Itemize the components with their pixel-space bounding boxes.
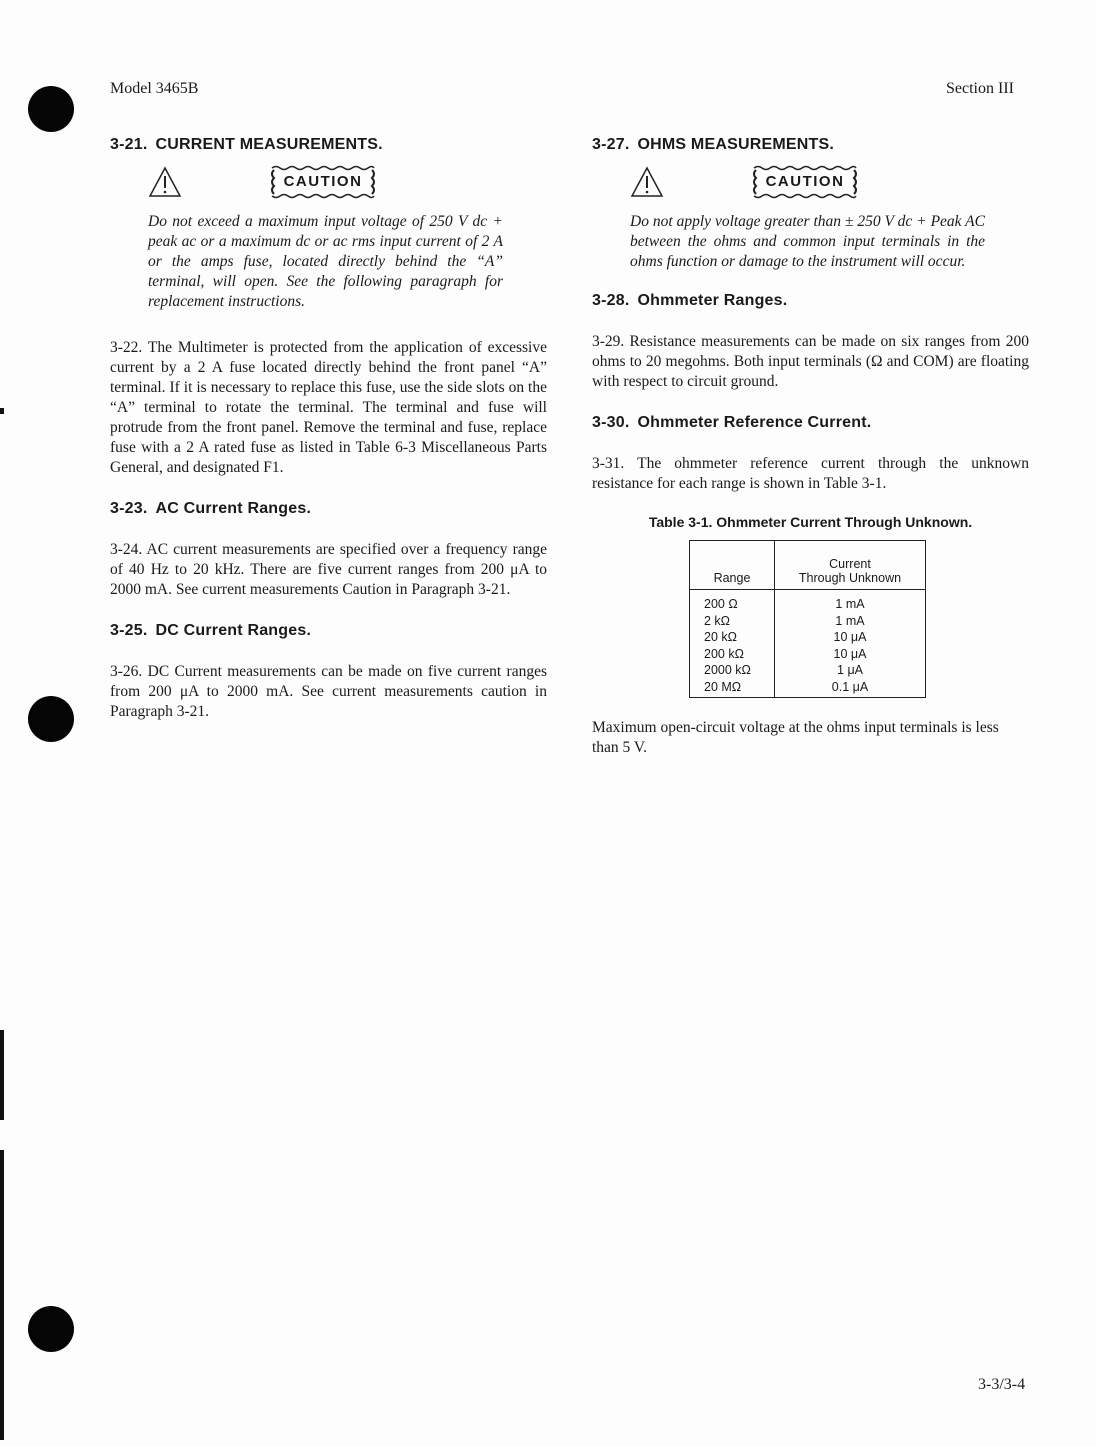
left-column <box>110 136 547 722</box>
heading-3-25: 3-25. DC Current Ranges. <box>110 622 312 639</box>
page-number: 3-3/3-4 <box>978 1376 1026 1393</box>
table-row: 2000 kΩ 1 μA <box>690 662 926 679</box>
paragraph-max-voltage: Maximum open-circuit voltage at the ohms input terminals is less than 5 V. <box>592 719 999 756</box>
table-caption: Table 3-1. Ohmmeter Current Through Unknown. <box>648 514 973 530</box>
warning-triangle-icon <box>630 166 664 198</box>
table-header-range: Range <box>690 541 775 590</box>
caution-label: CAUTION <box>765 173 845 190</box>
caution-text-current: Do not exceed a maximum input voltage of 250 V dc + peak ac or a maximum dc or ac rms input current of 2 A or the amps fuse, located directly behind the “A” terminal, will open. See the following paragraph for replacement instructions. <box>148 213 503 310</box>
caution-block <box>148 162 547 202</box>
right-column <box>592 136 1029 758</box>
punch-hole <box>28 696 74 742</box>
heading-3-23: 3-23. AC Current Ranges. <box>110 500 312 517</box>
table-row: 200 kΩ 10 μA <box>690 646 926 663</box>
heading-3-27: 3-27. OHMS MEASUREMENTS. <box>592 136 834 153</box>
table-row: 20 MΩ 0.1 μA <box>690 679 926 698</box>
warning-triangle-icon <box>148 166 182 198</box>
table-header-current: Current Through Unknown <box>775 541 926 590</box>
heading-3-28: 3-28. Ohmmeter Ranges. <box>592 292 788 309</box>
scan-edge-mark <box>0 408 4 414</box>
table-row: 2 kΩ 1 mA <box>690 613 926 630</box>
heading-3-30: 3-30. Ohmmeter Reference Current. <box>592 414 872 431</box>
caution-badge <box>268 164 378 200</box>
caution-text-ohms: Do not apply voltage greater than ± 250 V dc + Peak AC between the ohms and common input terminals in the ohms function or damage to the instrument will occur. <box>630 213 985 270</box>
scan-edge-mark <box>0 1150 4 1440</box>
paragraph-3-29: 3-29. Resistance measurements can be made on six ranges from 200 ohms to 20 megohms. Both input terminals (Ω and COM) are floating with respect to circuit ground. <box>592 333 1029 390</box>
caution-badge <box>750 164 860 200</box>
caution-label: CAUTION <box>283 173 363 190</box>
caution-block <box>630 162 1029 202</box>
header-section: Section III <box>946 80 1014 97</box>
header-model: Model 3465B <box>110 80 199 97</box>
paragraph-3-22: 3-22. The Multimeter is protected from the application of excessive current by a 2 A fuse located directly behind the front panel “A” terminal. If it is necessary to replace this fuse, use the side slots on the “A” terminal to rotate the terminal. The terminal and fuse will protrude from the front panel. Remove the terminal and fuse, replace fuse with a 2 A rated fuse as listed in Table 6-3 Miscellaneous Parts General, and designated F1. <box>110 339 547 476</box>
heading-3-21: 3-21. CURRENT MEASUREMENTS. <box>110 136 383 153</box>
paragraph-3-26: 3-26. DC Current measurements can be made on five current ranges from 200 μA to 2000 mA. See current measurements caution in Paragraph 3-21. <box>110 663 547 720</box>
paragraph-3-31: 3-31. The ohmmeter reference current through the unknown resistance for each range is shown in Table 3-1. <box>592 455 1029 492</box>
ohmmeter-current-table <box>689 540 926 698</box>
paragraph-3-24: 3-24. AC current measurements are specified over a frequency range of 40 Hz to 20 kHz. There are five current ranges from 200 μA to 2000 mA. See current measurements Caution in Paragraph 3-21. <box>110 541 547 598</box>
scan-edge-mark <box>0 1030 4 1120</box>
punch-hole <box>28 1306 74 1352</box>
table-row: 200 Ω 1 mA <box>690 590 926 613</box>
table-row: 20 kΩ 10 μA <box>690 629 926 646</box>
punch-hole <box>28 86 74 132</box>
